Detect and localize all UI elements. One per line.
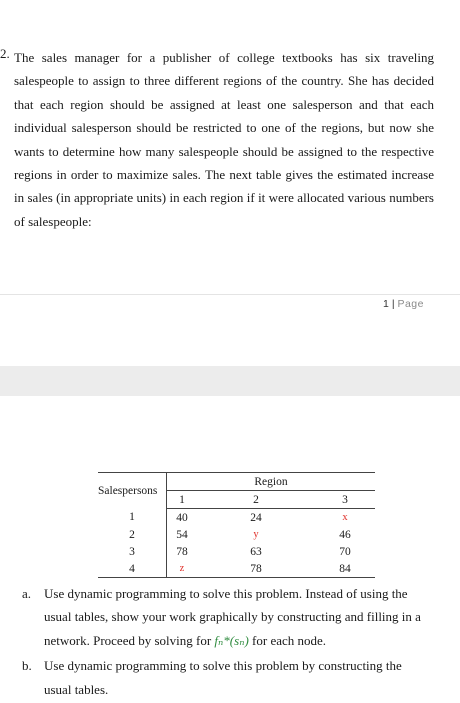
- part-b: [22, 654, 432, 701]
- table-row: [98, 543, 375, 560]
- sales-table: [98, 472, 375, 578]
- variable-cell-y: y: [253, 529, 259, 540]
- page-number-separator: |: [391, 298, 395, 310]
- table-cell: 78: [197, 560, 315, 578]
- part-label: b.: [22, 658, 32, 674]
- table-cell: 84: [315, 560, 375, 578]
- page-one: [0, 0, 460, 320]
- table-row: [98, 526, 375, 543]
- page-word: Page: [397, 298, 424, 310]
- question-parts: [22, 582, 432, 703]
- column-header: 1: [167, 491, 198, 509]
- part-text: Use dynamic programming to solve this problem. Instead of using the usual tables, show your work graphically by constructing and filling in a network. Proceed by solving for: [44, 586, 421, 648]
- row-header: 3: [98, 543, 167, 560]
- page-break: [0, 366, 460, 396]
- question-text: The sales manager for a publisher of college textbooks has six traveling salespeople to assign to three different regions of the country. She has decided that each region should be assigned at least one salesperson and that each individual salesperson should be restricted to one of the regions, but now she wants to determine how many salespeople should be assigned to the respective regions in order to maximize sales. The next table gives the estimated increase in sales (in appropriate units) in each region if it were allocated various numbers of salespeople:: [14, 50, 434, 229]
- part-label: a.: [22, 586, 32, 601]
- formula: fₙ*(sₙ): [214, 632, 249, 648]
- table-cell: 54: [176, 528, 188, 541]
- column-header: 2: [197, 491, 315, 509]
- footer-divider: [0, 294, 460, 295]
- table-row: [98, 560, 375, 578]
- table-cell: 46: [339, 528, 351, 541]
- corner-header: Salespersons: [98, 473, 167, 509]
- region-header: Region: [167, 473, 376, 491]
- row-header: 2: [98, 526, 167, 543]
- part-a: [22, 582, 432, 652]
- table-cell: 78: [176, 545, 188, 558]
- column-header: 3: [315, 491, 375, 509]
- row-header: 4: [98, 560, 167, 578]
- part-text: Use dynamic programming to solve this problem by constructing the usual tables.: [44, 658, 402, 697]
- row-header: 1: [98, 509, 167, 527]
- page-number-value: 1: [383, 298, 389, 310]
- part-text-end: for each node.: [248, 632, 327, 648]
- question-number: 2.: [0, 46, 10, 61]
- page-number: [383, 298, 424, 310]
- variable-cell-z: z: [167, 560, 198, 578]
- variable-cell-x: x: [342, 512, 348, 523]
- table-cell: 24: [250, 511, 262, 524]
- table-row: [98, 509, 375, 527]
- table-cell: 40: [176, 511, 188, 524]
- table-cell: 63: [250, 545, 262, 558]
- table-cell: 70: [339, 545, 351, 558]
